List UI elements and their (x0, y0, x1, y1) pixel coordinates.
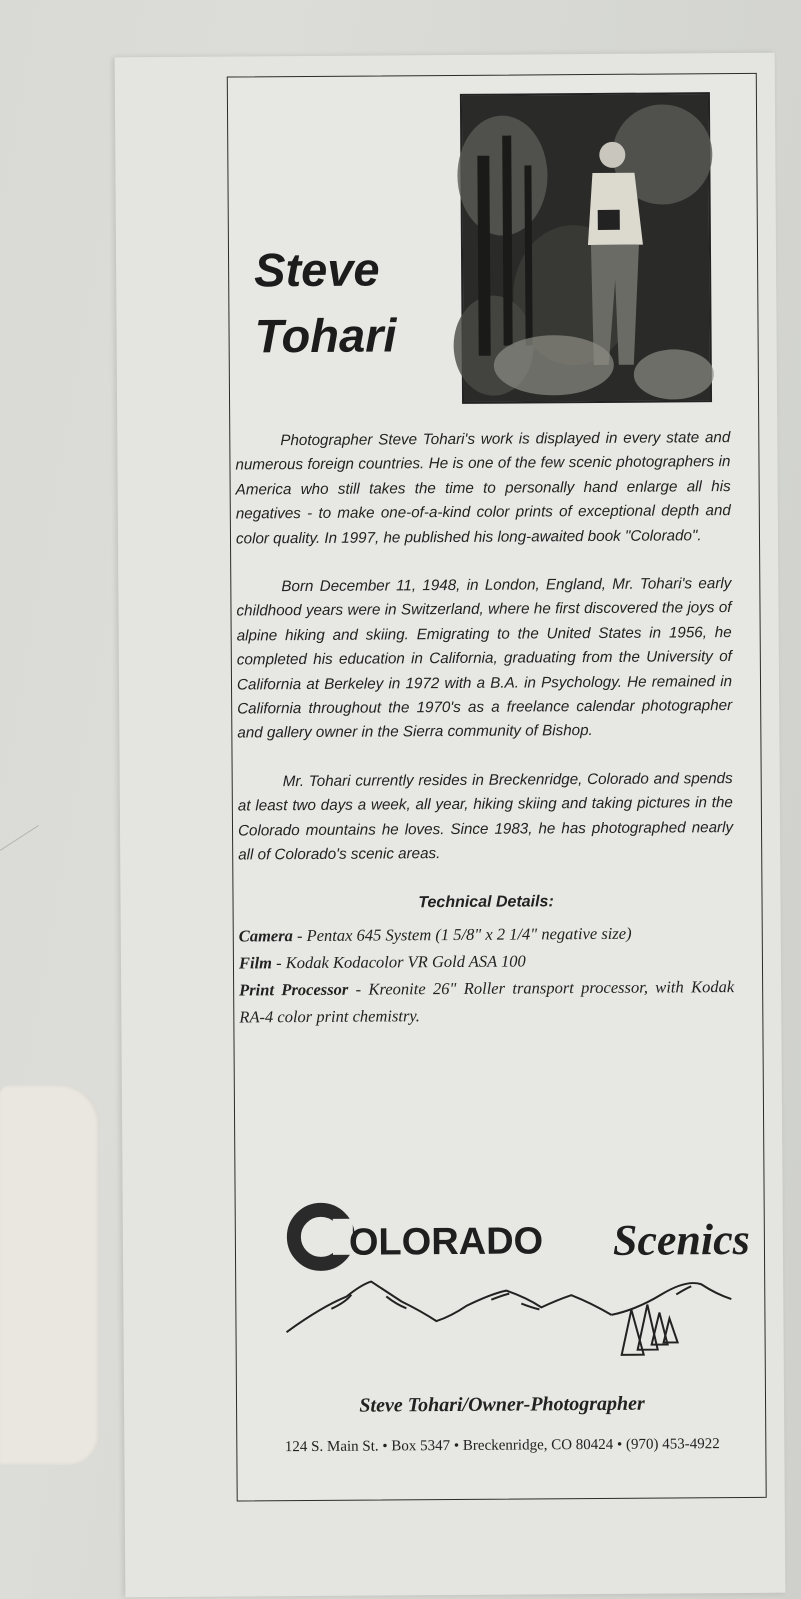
bio-paragraph-2: Born December 11, 1948, in London, England, Mr. Tohari's early childhood years were in Switzerland, where he first discovered the joys of alpine hiking and skiing. Emigrating to the United States in 1956, he completed his education in California, graduating from the University of California at Berkeley in 1972 with a B.A. in Psychology. He remained in California throughout the 1970's as a freelance calendar photographer and gallery owner in the Sierra community of Bishop. (236, 575, 733, 742)
mountain-range-icon (286, 1279, 732, 1357)
logo-word-colorado: OLORADO (348, 1220, 544, 1264)
logo-word-scenics: Scenics (612, 1214, 750, 1265)
colorado-scenics-logo (291, 1194, 750, 1397)
tech-processor-label: Print Processor (239, 979, 349, 1000)
name-last: Tohari (254, 308, 397, 363)
bio-frame (227, 73, 767, 1502)
tech-film-label: Film (238, 953, 273, 973)
biography-text (235, 426, 734, 1030)
tech-film-value: - Kodak Kodacolor VR Gold ASA 100 (271, 951, 526, 973)
bio-paragraph-1: Photographer Steve Tohari's work is displayed in every state and numerous foreign countries. He is one of the few scenic photographers in America who still takes the time to personally hand enlarge all his negatives - to make one-of-a-kind color prints of exceptional depth and color quality. In 1997, he published his long-awaited book "Colorado". (235, 429, 731, 548)
tech-processor (239, 973, 734, 1030)
photographer-portrait (460, 92, 712, 404)
tech-processor-value: - Kreonite 26" Roller transport processor, with Kodak RA-4 color print chemistry. (239, 976, 735, 1027)
wall-crack (0, 825, 39, 851)
tech-film (239, 946, 734, 976)
technical-details (239, 919, 735, 1030)
tech-camera-value: - Pentax 645 System (1 5/8" x 2 1/4" negative size) (292, 923, 632, 946)
portrait-image (462, 94, 710, 402)
name-first: Steve (253, 242, 380, 297)
wall-plaster-patch (0, 1085, 100, 1465)
bio-paragraph-3: Mr. Tohari currently resides in Breckenridge, Colorado and spends at least two days a week, all year, hiking skiing and taking pictures in the Colorado mountains he loves. Since 1983, he has photographed nearly all of Colorado's scenic areas. (237, 769, 734, 864)
bio-card (115, 53, 786, 1598)
technical-details-title: Technical Details: (418, 892, 554, 911)
owner-signature: Steve Tohari/Owner-Photographer (359, 1392, 645, 1417)
tech-camera-label: Camera (238, 926, 293, 946)
photographer-name (254, 236, 445, 369)
tech-camera (239, 919, 734, 949)
business-address: 124 S. Main St. • Box 5347 • Breckenridge, CO 80424 • (970) 453-4922 (284, 1436, 720, 1456)
